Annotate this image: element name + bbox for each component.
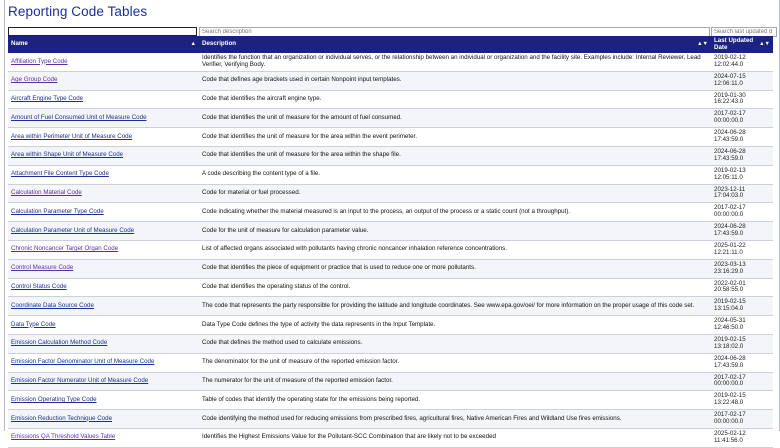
last-updated-cell: 2019-02-15 13:15:04.0 xyxy=(711,297,773,316)
last-updated-cell: 2024-06-28 17:43:59.0 xyxy=(711,353,773,372)
code-table-link[interactable]: Chronic Noncancer Target Organ Code xyxy=(11,245,119,253)
description-cell: The denominator for the unit of measure of the reported emission factor. xyxy=(199,353,711,372)
name-cell xyxy=(8,259,199,278)
code-table-link[interactable]: Calculation Parameter Unit of Measure Code xyxy=(11,226,135,234)
description-cell: Data Type Code defines the type of activity the data represents in the Input Template. xyxy=(199,316,711,335)
name-cell xyxy=(8,146,199,165)
name-cell xyxy=(8,334,199,353)
description-cell: Code that defines age brackets used in certain Nonpoint input templates. xyxy=(199,71,711,90)
last-updated-cell: 2024-07-15 12:06:11.0 xyxy=(711,71,773,90)
name-cell xyxy=(8,90,199,109)
table-row xyxy=(8,203,773,222)
name-cell xyxy=(8,203,199,222)
description-cell: Code that identifies the aircraft engine type. xyxy=(199,90,711,109)
code-table-link[interactable]: Emissions QA Threshold Values Table xyxy=(11,433,116,441)
table-row xyxy=(8,222,773,241)
table-row xyxy=(8,410,773,429)
description-cell: Table of codes that identify the operating state for the emissions being reported. xyxy=(199,391,711,410)
last-updated-cell: 2017-02-17 00:00:00.0 xyxy=(711,203,773,222)
name-cell xyxy=(8,372,199,391)
description-cell: List of affected organs associated with pollutants having chronic noncancer inhalation reference concentrations. xyxy=(199,240,711,259)
code-table-link[interactable]: Control Measure Code xyxy=(11,264,74,272)
name-cell xyxy=(8,109,199,128)
code-tables-table xyxy=(8,36,773,448)
code-table-link[interactable]: Data Type Code xyxy=(11,320,56,328)
name-cell xyxy=(8,128,199,147)
last-updated-cell: 2019-02-12 12:02:44.0 xyxy=(711,53,773,71)
description-cell: Code that defines the method used to calculate emissions. xyxy=(199,334,711,353)
last-updated-cell: 2024-05-31 12:46:50.0 xyxy=(711,316,773,335)
table-row xyxy=(8,353,773,372)
description-cell: Code that identifies the unit of measure for the area within the event perimeter. xyxy=(199,128,711,147)
description-cell: Code for material or fuel processed. xyxy=(199,184,711,203)
last-updated-cell: 2017-02-17 00:00:00.0 xyxy=(711,109,773,128)
column-header-description-label: Description xyxy=(202,40,237,48)
code-table-link[interactable]: Age Group Code xyxy=(11,76,58,84)
code-table-link[interactable]: Emission Operating Type Code xyxy=(11,395,97,403)
code-table-link[interactable]: Aircraft Engine Type Code xyxy=(11,95,84,103)
last-updated-cell: 2019-02-15 13:18:02.0 xyxy=(711,334,773,353)
column-header-name-label: Name xyxy=(11,40,28,48)
table-row xyxy=(8,128,773,147)
description-cell: A code describing the content type of a file. xyxy=(199,165,711,184)
last-updated-cell: 2017-02-17 00:00:00.0 xyxy=(711,372,773,391)
sort-both-icon[interactable]: ▲▼ xyxy=(759,41,770,47)
column-header-name[interactable] xyxy=(8,36,199,53)
last-updated-cell: 2019-01-30 16:22:43.0 xyxy=(711,90,773,109)
sort-both-icon[interactable]: ▲▼ xyxy=(697,41,708,47)
description-cell: Code that identifies the piece of equipment or practice that is used to reduce one or more pollutants. xyxy=(199,259,711,278)
table-row xyxy=(8,109,773,128)
column-header-description[interactable] xyxy=(199,36,711,53)
code-table-link[interactable]: Calculation Material Code xyxy=(11,189,82,197)
description-cell: Code for the unit of measure for calculation parameter value. xyxy=(199,222,711,241)
name-cell xyxy=(8,71,199,90)
last-updated-cell: 2023-03-13 23:16:29.0 xyxy=(711,259,773,278)
code-table-link[interactable]: Affiliation Type Code xyxy=(11,57,68,65)
last-updated-cell: 2025-02-12 11:41:56.0 xyxy=(711,428,773,447)
code-table-link[interactable]: Emission Calculation Method Code xyxy=(11,339,108,347)
table-row xyxy=(8,297,773,316)
table-row xyxy=(8,184,773,203)
name-cell xyxy=(8,428,199,447)
code-table-link[interactable]: Emission Factor Denominator Unit of Measure Code xyxy=(11,358,155,366)
name-cell xyxy=(8,222,199,241)
last-updated-cell: 2024-06-28 17:43:59.0 xyxy=(711,128,773,147)
sort-ascending-icon[interactable]: ▲ xyxy=(190,41,196,47)
last-updated-cell: 2025-01-22 12:21:11.0 xyxy=(711,240,773,259)
table-row xyxy=(8,278,773,297)
description-cell: Code that identifies the operating status of the control. xyxy=(199,278,711,297)
description-cell: Code indicating whether the material measured is an input to the process, an output of the process or a static count (not a throughput). xyxy=(199,203,711,222)
last-updated-cell: 2023-12-11 17:04:03.0 xyxy=(711,184,773,203)
name-cell xyxy=(8,184,199,203)
page-title: Reporting Code Tables xyxy=(8,4,148,19)
last-updated-cell: 2019-02-15 13:22:48.0 xyxy=(711,391,773,410)
column-header-last-updated[interactable] xyxy=(711,36,773,53)
table-row xyxy=(8,53,773,71)
name-cell xyxy=(8,353,199,372)
name-cell xyxy=(8,240,199,259)
code-table-link[interactable]: Area within Perimeter Unit of Measure Code xyxy=(11,132,133,140)
name-cell xyxy=(8,316,199,335)
table-row xyxy=(8,165,773,184)
last-updated-cell: 2017-02-17 00:00:00.0 xyxy=(711,410,773,429)
description-cell: Identifies the Highest Emissions Value for the Pollutant-SCC Combination that are likely not to be exceeded xyxy=(199,428,711,447)
table-row xyxy=(8,391,773,410)
name-cell xyxy=(8,391,199,410)
description-cell: Code that identifies the unit of measure for the amount of fuel consumed. xyxy=(199,109,711,128)
description-cell: The code that represents the party responsible for providing the latitude and longitude coordinates. See www.epa.gov/oei/ for more information on the proper usage of this code set. xyxy=(199,297,711,316)
table-row xyxy=(8,146,773,165)
name-cell xyxy=(8,410,199,429)
name-cell xyxy=(8,165,199,184)
code-table-link[interactable]: Coordinate Data Source Code xyxy=(11,301,94,309)
table-row xyxy=(8,428,773,447)
table-header-row xyxy=(8,36,773,53)
table-row xyxy=(8,316,773,335)
description-cell: The numerator for the unit of measure of the reported emission factor. xyxy=(199,372,711,391)
table-row xyxy=(8,90,773,109)
last-updated-cell: 2019-02-13 12:05:11.0 xyxy=(711,165,773,184)
description-cell: Code identifying the method used for reducing emissions from prescribed fires, agricultural fires, Native American Fires and Wildland Use fires emissions. xyxy=(199,410,711,429)
page xyxy=(4,0,780,444)
table-row xyxy=(8,372,773,391)
description-cell: Identifies the function that an organization or individual serves, or the relationship between an individual or organization and the facility site. Examples include: Internal Reviewer, Lead Verifier, Verifying Body. xyxy=(199,53,711,71)
table-row xyxy=(8,240,773,259)
last-updated-cell: 2022-02-01 20:58:55.0 xyxy=(711,278,773,297)
last-updated-cell: 2024-06-28 17:43:59.0 xyxy=(711,146,773,165)
table-row xyxy=(8,259,773,278)
description-cell: Code that identifies the unit of measure for the area within the shape file. xyxy=(199,146,711,165)
name-cell xyxy=(8,53,199,71)
code-table-link[interactable]: Area within Shape Unit of Measure Code xyxy=(11,151,124,159)
column-header-last-updated-label: Last Updated Date xyxy=(714,37,754,51)
last-updated-cell: 2024-06-28 17:43:59.0 xyxy=(711,222,773,241)
code-table-link[interactable]: Control Status Code xyxy=(11,283,67,291)
code-table-link[interactable]: Emission Factor Numerator Unit of Measure Code xyxy=(11,377,149,385)
code-table-link[interactable]: Amount of Fuel Consumed Unit of Measure Code xyxy=(11,113,147,121)
table-row xyxy=(8,334,773,353)
table-row xyxy=(8,71,773,90)
code-table-link[interactable]: Emission Reduction Technique Code xyxy=(11,414,113,422)
name-cell xyxy=(8,278,199,297)
name-cell xyxy=(8,297,199,316)
code-table-link[interactable]: Calculation Parameter Type Code xyxy=(11,207,104,215)
code-table-link[interactable]: Attachment File Content Type Code xyxy=(11,170,109,178)
name-filter-input[interactable] xyxy=(8,27,197,36)
